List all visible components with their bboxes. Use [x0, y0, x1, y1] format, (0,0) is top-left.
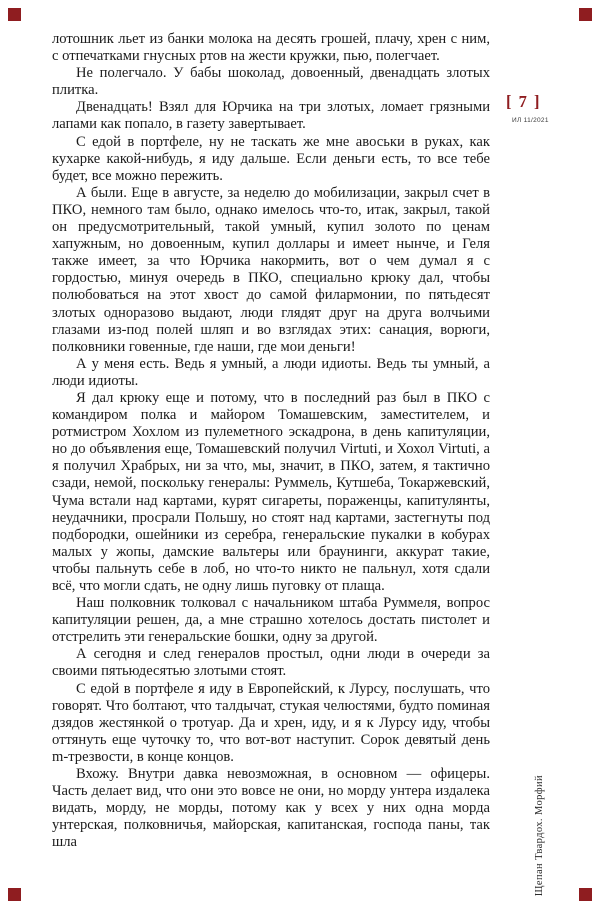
paragraph: Не полегчало. У бабы шоколад, довоенный, двенадцать злотых плитка.: [52, 65, 490, 99]
running-title: Щепан Твардох. Морфий: [534, 774, 545, 896]
paragraph: С едой в портфеле я иду в Европейский, к Лурсу, послушать, что говорят. Что болтают, что талдычат, стукая челюстями, будто поминая дзядов жестянкой о тротуар. Да и хрен, иду, и я к Лурсу иду, чтобы оттянуть еще чуточку то, что вот-вот наступит. Сорок девятый день m-трезвости, в конце концов.: [52, 680, 490, 765]
crop-mark-bottom-left: [8, 888, 21, 901]
paragraph: лотошник льет из банки молока на десять грошей, плачу, хрен с ним, с отпечатками гнусных ртов на жести кружки, пью, полегчает.: [52, 31, 490, 65]
crop-mark-top-right: [579, 8, 592, 21]
paragraph: А сегодня и след генералов простыл, одни люди в очереди за своими пятьюдесятью злотыми стоят.: [52, 646, 490, 680]
paragraph: Наш полковник толковал с начальником штаба Руммеля, вопрос капитуляции решен, да, а мне страшно хотелось достать пистолет и отстрелить эти генеральские бошки, одну за другой.: [52, 595, 490, 646]
paragraph: А были. Еще в августе, за неделю до мобилизации, закрыл счет в ПКО, немного там было, однако имелось что-то, итак, закрыл, такой он предусмотрительный, такой умный, купил золото по ценам хапужным, но довоенным, купил доллары и имеет нынче, и Геля также имеет, за что Юрчика накормить, вот о чем думал я с гордостью, минуя очередь в ПКО, специально крюку дал, чтобы полюбоваться на этот хвост до самой филармонии, по пятьдесят злотых одноразово выдают, люди глядят друг на друга волчьими глазами из-под полей шляп и во взглядах этих: санация, ворюги, полковники говенные, где наши, где мои деньги!: [52, 184, 490, 355]
paragraph: Я дал крюку еще и потому, что в последний раз был в ПКО с командиром полка и майором Томашевским, заместителем, и ротмистром Хохлом из пулеметного эскадрона, в день капитуляции, но до объявления еще, Томашевский получил Virtuti, и Хохол Virtuti, а я получил Храбрых, ни за что, мы, значит, в ПКО, затем, я тактично сзади, немой, поскольку генералы: Руммель, Кутшеба, Токаржевский, Чума встали над картами, курят сигареты, пораженцы, капитулянты, неудачники, просрали Польшу, но стоят над картами, застегнуты под подбородки, ошейники из серебра, генеральские пукалки в кобурах малых у жопы, дамские вальтеры или браунинги, аккурат такие, чтобы пальнуть себе в лоб, но что-то никто не пальнул, хотя сдали всё, что могли сдать, не одну лишь пуговку от плаща.: [52, 389, 490, 594]
crop-mark-top-left: [8, 8, 21, 21]
paragraph: Двенадцать! Взял для Юрчика на три злотых, ломает грязными лапами как попало, в газету завертывает.: [52, 99, 490, 133]
paragraph: А у меня есть. Ведь я умный, а люди идиоты. Ведь ты умный, а люди идиоты.: [52, 355, 490, 389]
page-number: [ 7 ]: [506, 92, 541, 111]
body-text: [52, 31, 490, 852]
paragraph: С едой в портфеле, ну не таскать же мне авоськи в руках, как кухарке какой-нибудь, я иду дальше. Если деньги есть, то все тебе будет, все можно пережить.: [52, 133, 490, 184]
crop-mark-bottom-right: [579, 888, 592, 901]
edition-label: ИЛ 11/2021: [512, 117, 549, 124]
paragraph: Вхожу. Внутри давка невозможная, в основном — офицеры. Часть делает вид, что они это вовсе не они, но морду унтера издалека видать, морду, не морды, потому как у всех у них одна морда унтерская, полковничья, майорская, капитанская, господа паны, так шла: [52, 766, 490, 851]
